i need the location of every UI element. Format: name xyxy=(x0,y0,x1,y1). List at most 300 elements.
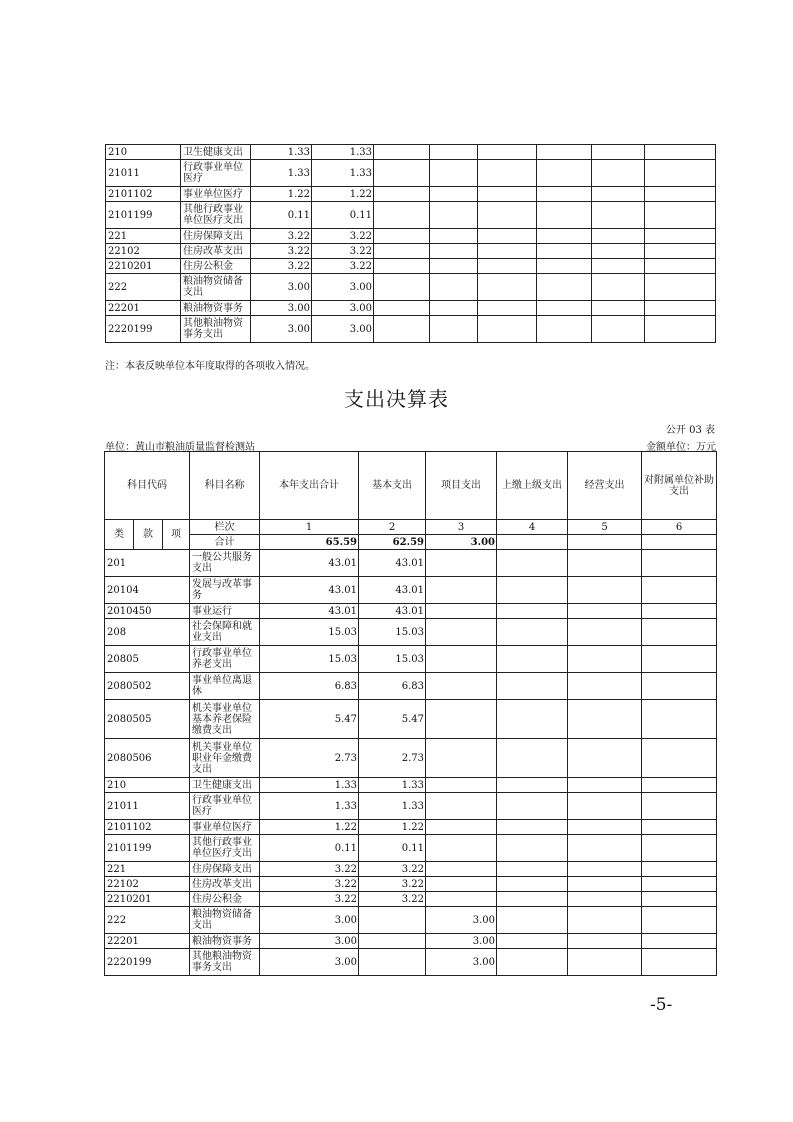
empty-cell xyxy=(537,301,592,316)
upper-payment xyxy=(497,739,568,778)
upper-payment xyxy=(497,778,568,793)
col-number: 6 xyxy=(642,520,717,535)
empty-cell xyxy=(645,229,716,244)
empty-cell xyxy=(478,301,537,316)
subject-name: 其他粮油物资事务支出 xyxy=(190,949,260,976)
project-expense xyxy=(426,646,497,673)
empty-cell xyxy=(374,202,430,229)
subsidy-expense xyxy=(642,604,717,619)
expense-total: 3.22 xyxy=(260,892,359,907)
business-expense xyxy=(568,673,642,700)
business-expense xyxy=(568,739,642,778)
table-row xyxy=(105,892,717,907)
fiscal-allocation: 3.22 xyxy=(312,259,374,274)
empty-cell xyxy=(645,301,716,316)
subsidy-expense xyxy=(642,619,717,646)
upper-payment xyxy=(497,835,568,862)
subject-code: 20104 xyxy=(105,577,190,604)
fiscal-allocation: 1.22 xyxy=(312,187,374,202)
empty-cell xyxy=(374,316,430,343)
empty-cell xyxy=(645,244,716,259)
subject-name: 住房保障支出 xyxy=(190,862,260,877)
expense-total: 6.83 xyxy=(260,673,359,700)
table-row xyxy=(105,862,717,877)
subject-name: 住房改革支出 xyxy=(181,244,251,259)
project-expense xyxy=(426,619,497,646)
empty-cell xyxy=(645,316,716,343)
table-row xyxy=(105,604,717,619)
empty-cell xyxy=(478,187,537,202)
income-table-body xyxy=(106,145,716,343)
business-expense xyxy=(568,577,642,604)
empty-cell xyxy=(537,145,592,160)
project-expense xyxy=(426,820,497,835)
empty-cell xyxy=(374,301,430,316)
empty-cell xyxy=(645,202,716,229)
expenditure-title: 支出决算表 xyxy=(344,387,449,411)
subject-code: 2080506 xyxy=(105,739,190,778)
upper-payment xyxy=(497,550,568,577)
empty-cell xyxy=(374,229,430,244)
table-row xyxy=(106,229,716,244)
empty-cell xyxy=(592,274,645,301)
income-table-continued xyxy=(105,144,716,343)
business-expense xyxy=(568,862,642,877)
subject-name: 事业单位离退休 xyxy=(190,673,260,700)
empty-cell xyxy=(430,145,478,160)
expense-total: 3.00 xyxy=(260,907,359,934)
header-lei: 类 xyxy=(105,520,134,550)
basic-expense: 1.33 xyxy=(359,778,426,793)
header-row xyxy=(105,452,717,520)
subject-code: 22102 xyxy=(105,877,190,892)
table-row xyxy=(106,160,716,187)
table-row xyxy=(105,646,717,673)
subject-code: 20805 xyxy=(105,646,190,673)
subject-code: 201 xyxy=(105,550,190,577)
fiscal-allocation: 3.00 xyxy=(312,316,374,343)
project-expense xyxy=(426,778,497,793)
empty-cell xyxy=(374,160,430,187)
subject-name: 其他粮油物资事务支出 xyxy=(181,316,251,343)
header-business: 经营支出 xyxy=(568,452,642,520)
fiscal-allocation: 1.33 xyxy=(312,160,374,187)
subsidy-expense xyxy=(642,550,717,577)
project-expense: 3.00 xyxy=(426,949,497,976)
empty-cell xyxy=(374,145,430,160)
header-upper: 上缴上级支出 xyxy=(497,452,568,520)
empty-cell xyxy=(592,259,645,274)
subject-name: 机关事业单位职业年金缴费支出 xyxy=(190,739,260,778)
header-subsidy: 对附属单位补助支出 xyxy=(642,452,717,520)
header-code: 科目代码 xyxy=(105,452,190,520)
business-expense xyxy=(568,550,642,577)
basic-expense xyxy=(359,907,426,934)
income-total: 3.22 xyxy=(251,229,312,244)
expense-total: 43.01 xyxy=(260,604,359,619)
subsidy-expense xyxy=(642,739,717,778)
subsidy-expense xyxy=(642,700,717,739)
empty-cell xyxy=(374,187,430,202)
empty-cell xyxy=(430,202,478,229)
empty-cell xyxy=(592,202,645,229)
header-kuan: 款 xyxy=(134,520,163,550)
empty-cell xyxy=(592,160,645,187)
subject-name: 卫生健康支出 xyxy=(181,145,251,160)
sum-business xyxy=(568,535,642,550)
upper-payment xyxy=(497,949,568,976)
subsidy-expense xyxy=(642,907,717,934)
sum-total: 65.59 xyxy=(260,535,359,550)
subject-name: 粮油物资事务 xyxy=(190,934,260,949)
subsidy-expense xyxy=(642,862,717,877)
page-number: -5- xyxy=(650,995,673,1015)
sum-project: 3.00 xyxy=(426,535,497,550)
sum-subsidy xyxy=(642,535,717,550)
subject-name: 社会保障和就业支出 xyxy=(190,619,260,646)
subject-name: 住房公积金 xyxy=(181,259,251,274)
empty-cell xyxy=(645,187,716,202)
subsidy-expense xyxy=(642,877,717,892)
empty-cell xyxy=(592,187,645,202)
basic-expense: 3.22 xyxy=(359,892,426,907)
empty-cell xyxy=(537,202,592,229)
expenditure-table-body xyxy=(105,550,717,976)
business-expense xyxy=(568,949,642,976)
income-total: 3.00 xyxy=(251,274,312,301)
subject-code: 222 xyxy=(106,274,181,301)
empty-cell xyxy=(592,229,645,244)
sum-basic: 62.59 xyxy=(359,535,426,550)
table-row xyxy=(105,835,717,862)
col-number: 1 xyxy=(260,520,359,535)
expense-total: 3.22 xyxy=(260,862,359,877)
income-total: 1.33 xyxy=(251,160,312,187)
empty-cell xyxy=(430,259,478,274)
table-row xyxy=(105,778,717,793)
table-row xyxy=(106,145,716,160)
empty-cell xyxy=(478,316,537,343)
business-expense xyxy=(568,907,642,934)
subsidy-expense xyxy=(642,646,717,673)
col-number: 2 xyxy=(359,520,426,535)
upper-payment xyxy=(497,604,568,619)
empty-cell xyxy=(430,301,478,316)
empty-cell xyxy=(430,274,478,301)
table-row xyxy=(105,877,717,892)
basic-expense: 15.03 xyxy=(359,646,426,673)
subject-code: 2210201 xyxy=(105,892,190,907)
empty-cell xyxy=(430,160,478,187)
subject-name: 其他行政事业单位医疗支出 xyxy=(181,202,251,229)
subject-code: 210 xyxy=(105,778,190,793)
subject-code: 2101199 xyxy=(105,835,190,862)
basic-expense: 3.22 xyxy=(359,877,426,892)
subject-code: 210 xyxy=(106,145,181,160)
income-total: 0.11 xyxy=(251,202,312,229)
table-row xyxy=(105,820,717,835)
subject-code: 2220199 xyxy=(106,316,181,343)
project-expense xyxy=(426,550,497,577)
business-expense xyxy=(568,778,642,793)
table-row xyxy=(105,619,717,646)
expense-total: 3.22 xyxy=(260,877,359,892)
business-expense xyxy=(568,700,642,739)
table-row xyxy=(105,739,717,778)
basic-expense: 3.22 xyxy=(359,862,426,877)
project-expense xyxy=(426,673,497,700)
subject-name: 住房公积金 xyxy=(190,892,260,907)
basic-expense: 1.33 xyxy=(359,793,426,820)
empty-cell xyxy=(430,316,478,343)
subsidy-expense xyxy=(642,577,717,604)
table-row xyxy=(106,301,716,316)
expense-total: 15.03 xyxy=(260,619,359,646)
empty-cell xyxy=(645,145,716,160)
sum-row xyxy=(105,535,717,550)
business-expense xyxy=(568,820,642,835)
table-row xyxy=(105,673,717,700)
upper-payment xyxy=(497,892,568,907)
business-expense xyxy=(568,892,642,907)
subject-name: 住房改革支出 xyxy=(190,877,260,892)
project-expense xyxy=(426,835,497,862)
empty-cell xyxy=(537,244,592,259)
basic-expense: 0.11 xyxy=(359,835,426,862)
expense-total: 43.01 xyxy=(260,577,359,604)
fiscal-allocation: 1.33 xyxy=(312,145,374,160)
empty-cell xyxy=(592,316,645,343)
subject-code: 2101199 xyxy=(106,202,181,229)
table-row xyxy=(105,793,717,820)
table-row xyxy=(105,934,717,949)
table-row xyxy=(105,949,717,976)
project-expense xyxy=(426,700,497,739)
subject-code: 21011 xyxy=(106,160,181,187)
column-number-row xyxy=(105,520,717,535)
subject-code: 2101102 xyxy=(106,187,181,202)
income-total: 3.00 xyxy=(251,316,312,343)
upper-payment xyxy=(497,673,568,700)
fiscal-allocation: 3.22 xyxy=(312,229,374,244)
upper-payment xyxy=(497,577,568,604)
business-expense xyxy=(568,619,642,646)
fiscal-allocation: 3.00 xyxy=(312,274,374,301)
empty-cell xyxy=(537,274,592,301)
income-table-note: 注：本表反映单位本年度取得的各项收入情况。 xyxy=(105,361,315,372)
table-row xyxy=(106,187,716,202)
expense-total: 15.03 xyxy=(260,646,359,673)
expense-total: 2.73 xyxy=(260,739,359,778)
col-number: 5 xyxy=(568,520,642,535)
empty-cell xyxy=(537,316,592,343)
expense-total: 1.33 xyxy=(260,793,359,820)
expense-total: 0.11 xyxy=(260,835,359,862)
subject-code: 222 xyxy=(105,907,190,934)
upper-payment xyxy=(497,793,568,820)
subject-name: 行政事业单位医疗 xyxy=(181,160,251,187)
subsidy-expense xyxy=(642,793,717,820)
business-expense xyxy=(568,934,642,949)
empty-cell xyxy=(374,259,430,274)
subject-code: 22201 xyxy=(106,301,181,316)
upper-payment xyxy=(497,862,568,877)
table-row xyxy=(105,577,717,604)
form-number: 公开 03 表 xyxy=(665,425,715,436)
business-expense xyxy=(568,877,642,892)
table-row xyxy=(106,259,716,274)
subsidy-expense xyxy=(642,934,717,949)
empty-cell xyxy=(478,274,537,301)
column-label: 栏次 xyxy=(190,520,260,535)
project-expense xyxy=(426,739,497,778)
project-expense xyxy=(426,862,497,877)
empty-cell xyxy=(592,301,645,316)
table-row xyxy=(105,907,717,934)
subject-name: 发展与改革事务 xyxy=(190,577,260,604)
project-expense xyxy=(426,577,497,604)
subject-code: 2080502 xyxy=(105,673,190,700)
expense-total: 3.00 xyxy=(260,934,359,949)
subject-name: 行政事业单位医疗 xyxy=(190,793,260,820)
header-basic: 基本支出 xyxy=(359,452,426,520)
header-project: 项目支出 xyxy=(426,452,497,520)
empty-cell xyxy=(478,244,537,259)
subject-name: 粮油物资事务 xyxy=(181,301,251,316)
subsidy-expense xyxy=(642,835,717,862)
project-expense xyxy=(426,604,497,619)
fiscal-allocation: 3.22 xyxy=(312,244,374,259)
subject-code: 2101102 xyxy=(105,820,190,835)
subject-code: 221 xyxy=(105,862,190,877)
income-total: 3.00 xyxy=(251,301,312,316)
money-unit: 金额单位：万元 xyxy=(646,442,716,453)
subject-code: 221 xyxy=(106,229,181,244)
empty-cell xyxy=(645,160,716,187)
basic-expense: 1.22 xyxy=(359,820,426,835)
col-number: 3 xyxy=(426,520,497,535)
business-expense xyxy=(568,646,642,673)
basic-expense: 43.01 xyxy=(359,577,426,604)
table-row xyxy=(106,202,716,229)
col-number: 4 xyxy=(497,520,568,535)
header-name: 科目名称 xyxy=(190,452,260,520)
business-expense xyxy=(568,835,642,862)
header-total: 本年支出合计 xyxy=(260,452,359,520)
basic-expense xyxy=(359,949,426,976)
empty-cell xyxy=(478,229,537,244)
upper-payment xyxy=(497,700,568,739)
empty-cell xyxy=(645,259,716,274)
basic-expense: 5.47 xyxy=(359,700,426,739)
empty-cell xyxy=(537,160,592,187)
upper-payment xyxy=(497,820,568,835)
empty-cell xyxy=(374,244,430,259)
empty-cell xyxy=(645,274,716,301)
empty-cell xyxy=(537,259,592,274)
basic-expense: 2.73 xyxy=(359,739,426,778)
subject-code: 21011 xyxy=(105,793,190,820)
subject-name: 粮油物资储备支出 xyxy=(190,907,260,934)
business-expense xyxy=(568,793,642,820)
basic-expense: 43.01 xyxy=(359,604,426,619)
empty-cell xyxy=(537,187,592,202)
basic-expense xyxy=(359,934,426,949)
income-total: 3.22 xyxy=(251,259,312,274)
sum-upper xyxy=(497,535,568,550)
empty-cell xyxy=(430,244,478,259)
upper-payment xyxy=(497,646,568,673)
subject-name: 行政事业单位养老支出 xyxy=(190,646,260,673)
subject-name: 机关事业单位基本养老保险缴费支出 xyxy=(190,700,260,739)
empty-cell xyxy=(478,202,537,229)
income-total: 1.33 xyxy=(251,145,312,160)
expense-total: 5.47 xyxy=(260,700,359,739)
table-row xyxy=(106,244,716,259)
basic-expense: 6.83 xyxy=(359,673,426,700)
empty-cell xyxy=(430,229,478,244)
subject-name: 卫生健康支出 xyxy=(190,778,260,793)
empty-cell xyxy=(478,160,537,187)
income-total: 1.22 xyxy=(251,187,312,202)
table-row xyxy=(106,274,716,301)
subject-name: 住房保障支出 xyxy=(181,229,251,244)
empty-cell xyxy=(537,229,592,244)
fiscal-allocation: 3.00 xyxy=(312,301,374,316)
header-xiang: 项 xyxy=(163,520,190,550)
subject-code: 208 xyxy=(105,619,190,646)
subsidy-expense xyxy=(642,892,717,907)
expense-total: 43.01 xyxy=(260,550,359,577)
subject-code: 22201 xyxy=(105,934,190,949)
reporting-unit: 单位：黄山市粮油质量监督检测站 xyxy=(105,442,255,453)
subsidy-expense xyxy=(642,949,717,976)
expenditure-table xyxy=(104,451,717,976)
expense-total: 1.22 xyxy=(260,820,359,835)
basic-expense: 15.03 xyxy=(359,619,426,646)
basic-expense: 43.01 xyxy=(359,550,426,577)
subject-code: 2010450 xyxy=(105,604,190,619)
project-expense xyxy=(426,793,497,820)
subsidy-expense xyxy=(642,778,717,793)
upper-payment xyxy=(497,877,568,892)
sum-label: 合计 xyxy=(190,535,260,550)
empty-cell xyxy=(592,145,645,160)
empty-cell xyxy=(478,145,537,160)
subject-name: 事业单位医疗 xyxy=(190,820,260,835)
empty-cell xyxy=(374,274,430,301)
subsidy-expense xyxy=(642,820,717,835)
upper-payment xyxy=(497,907,568,934)
empty-cell xyxy=(592,244,645,259)
table-row xyxy=(105,550,717,577)
project-expense: 3.00 xyxy=(426,934,497,949)
upper-payment xyxy=(497,934,568,949)
expense-total: 3.00 xyxy=(260,949,359,976)
subject-name: 其他行政事业单位医疗支出 xyxy=(190,835,260,862)
table-row xyxy=(105,700,717,739)
subject-name: 粮油物资储备支出 xyxy=(181,274,251,301)
subject-name: 事业运行 xyxy=(190,604,260,619)
expense-total: 1.33 xyxy=(260,778,359,793)
empty-cell xyxy=(478,259,537,274)
subject-code: 22102 xyxy=(106,244,181,259)
business-expense xyxy=(568,604,642,619)
subsidy-expense xyxy=(642,673,717,700)
income-total: 3.22 xyxy=(251,244,312,259)
fiscal-allocation: 0.11 xyxy=(312,202,374,229)
table-row xyxy=(106,316,716,343)
